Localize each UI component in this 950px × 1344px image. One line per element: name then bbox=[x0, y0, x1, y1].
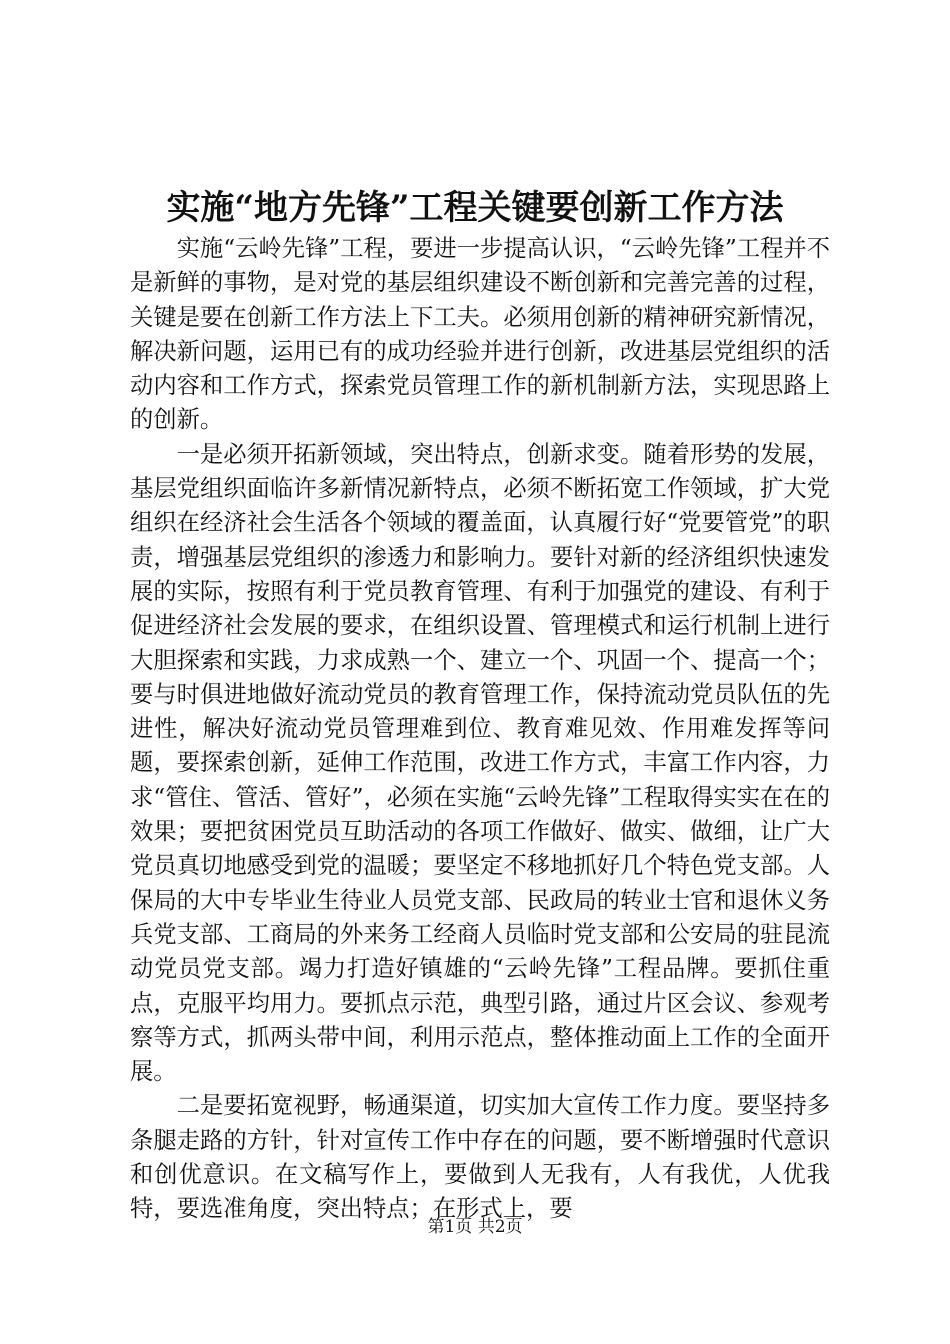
paragraph-intro: 实施“云岭先锋”工程，要进一步提高认识，“云岭先锋”工程并不是新鲜的事物，是对党的基层组织建设不断创新和完善完善的过程，关键是要在创新工作方法上下工夫。必须用创新的精神研究新情况，解决新问题，运用已有的成功经验并进行创新，改进基层党组织的活动内容和工作方式，探索党员管理工作的新机制新方法，实现思路上的创新。 bbox=[130, 235, 830, 434]
document-title: 实施“地方先锋”工程关键要创新工作方法 bbox=[166, 188, 784, 228]
page-number-footer: 第1页 共2页 bbox=[427, 1217, 523, 1237]
paragraph-point-two: 二是要拓宽视野，畅通渠道，切实加大宣传工作力度。要坚持多条腿走路的方针，针对宣传工作中存在的问题，要不断增强时代意识和创优意识。在文稿写作上，要做到人无我有，人有我优，人优我特，要选准角度，突出特点；在形式上，要 bbox=[130, 1092, 830, 1223]
paragraph-point-one: 一是必须开拓新领域，突出特点，创新求变。随着形势的发展，基层党组织面临许多新情况新特点，必须不断拓宽工作领域，扩大党组织在经济社会生活各个领域的覆盖面，认真履行好“党要管党”的职责，增强基层党组织的渗透力和影响力。要针对新的经济组织快速发展的实际，按照有利于党员教育管理、有利于加强党的建设、有利于促进经济社会发展的要求，在组织设置、管理模式和运行机制上进行大胆探索和实践，力求成熟一个、建立一个、巩固一个、提高一个；要与时俱进地做好流动党员的教育管理工作，保持流动党员队伍的先进性，解决好流动党员管理难到位、教育难见效、作用难发挥等问题，要探索创新，延伸工作范围，改进工作方式，丰富工作内容，力求“管住、管活、管好”，必须在实施“云岭先锋”工程取得实实在在的效果；要把贫困党员互助活动的各项工作做好、做实、做细，让广大党员真切地感受到党的温暖；要坚定不移地抓好几个特色党支部。人保局的大中专毕业生待业人员党支部、民政局的转业士官和退休义务兵党支部、工商局的外来务工经商人员临时党支部和公安局的驻昆流动党员党支部。竭力打造好镇雄的“云岭先锋”工程品牌。要抓住重点，克服平均用力。要抓点示范，典型引路，通过片区会议、参观考察等方式，抓两头带中间，利用示范点，整体推动面上工作的全面开展。 bbox=[130, 440, 830, 1086]
document-body bbox=[130, 232, 830, 1227]
